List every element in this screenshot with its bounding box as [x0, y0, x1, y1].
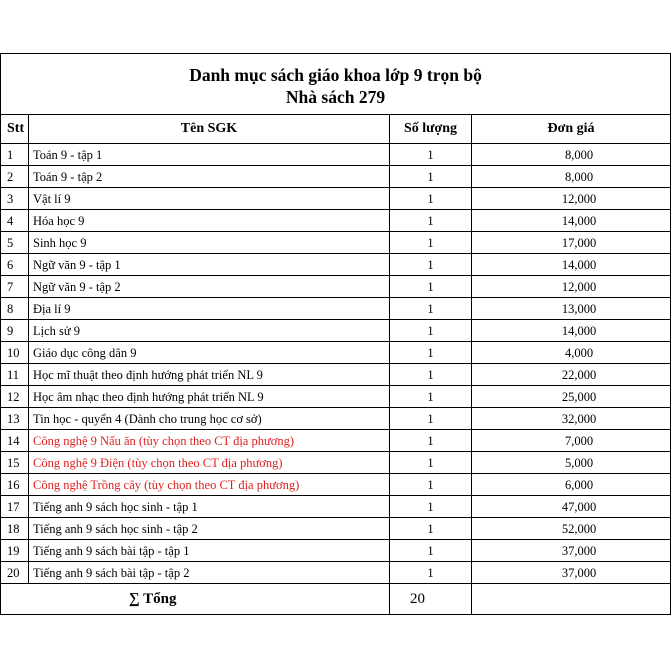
row-price: 32,000 [472, 408, 671, 430]
row-book-name: Ngữ văn 9 - tập 1 [29, 254, 390, 276]
row-stt: 17 [1, 496, 29, 518]
table-row [1, 276, 671, 298]
book-list-sheet [0, 53, 670, 615]
table-row [1, 166, 671, 188]
row-qty: 1 [390, 342, 472, 364]
row-book-name: Địa lí 9 [29, 298, 390, 320]
table-row [1, 364, 671, 386]
row-price: 7,000 [472, 430, 671, 452]
total-row [1, 584, 671, 615]
table-row [1, 320, 671, 342]
row-stt: 1 [1, 144, 29, 166]
row-stt: 5 [1, 232, 29, 254]
row-price: 22,000 [472, 364, 671, 386]
row-book-name: Công nghệ 9 Điện (tùy chọn theo CT địa phương) [29, 452, 390, 474]
row-stt: 12 [1, 386, 29, 408]
row-price: 25,000 [472, 386, 671, 408]
row-qty: 1 [390, 518, 472, 540]
row-book-name: Công nghệ Trồng cây (tùy chọn theo CT địa phương) [29, 474, 390, 496]
row-price: 37,000 [472, 562, 671, 584]
row-price: 12,000 [472, 276, 671, 298]
header-price: Đơn giá [472, 115, 671, 144]
row-price: 14,000 [472, 254, 671, 276]
row-qty: 1 [390, 254, 472, 276]
row-book-name: Tiếng anh 9 sách bài tập - tập 1 [29, 540, 390, 562]
table-row [1, 144, 671, 166]
row-book-name: Tiếng anh 9 sách học sinh - tập 2 [29, 518, 390, 540]
row-book-name: Vật lí 9 [29, 188, 390, 210]
row-stt: 13 [1, 408, 29, 430]
row-book-name: Toán 9 - tập 2 [29, 166, 390, 188]
row-stt: 16 [1, 474, 29, 496]
row-book-name: Tiếng anh 9 sách học sinh - tập 1 [29, 496, 390, 518]
table-row [1, 408, 671, 430]
row-price: 14,000 [472, 210, 671, 232]
row-qty: 1 [390, 188, 472, 210]
row-book-name: Sinh học 9 [29, 232, 390, 254]
row-qty: 1 [390, 276, 472, 298]
table-row [1, 232, 671, 254]
row-price: 12,000 [472, 188, 671, 210]
row-qty: 1 [390, 474, 472, 496]
row-stt: 15 [1, 452, 29, 474]
row-price: 17,000 [472, 232, 671, 254]
row-stt: 7 [1, 276, 29, 298]
row-qty: 1 [390, 232, 472, 254]
table-row [1, 342, 671, 364]
row-stt: 6 [1, 254, 29, 276]
total-label: ∑ Tổng [1, 584, 390, 615]
table-row [1, 540, 671, 562]
row-book-name: Lịch sử 9 [29, 320, 390, 342]
row-qty: 1 [390, 298, 472, 320]
row-qty: 1 [390, 408, 472, 430]
row-price: 52,000 [472, 518, 671, 540]
row-stt: 11 [1, 364, 29, 386]
table-row [1, 188, 671, 210]
row-stt: 2 [1, 166, 29, 188]
row-book-name: Hóa học 9 [29, 210, 390, 232]
table-title [1, 54, 671, 115]
row-qty: 1 [390, 430, 472, 452]
row-qty: 1 [390, 210, 472, 232]
row-qty: 1 [390, 320, 472, 342]
row-price: 14,000 [472, 320, 671, 342]
row-stt: 3 [1, 188, 29, 210]
row-book-name: Giáo dục công dân 9 [29, 342, 390, 364]
table-row [1, 430, 671, 452]
title-line-2: Nhà sách 279 [285, 87, 386, 107]
row-qty: 1 [390, 496, 472, 518]
row-book-name: Học âm nhạc theo định hướng phát triển NL 9 [29, 386, 390, 408]
table-row [1, 386, 671, 408]
row-qty: 1 [390, 452, 472, 474]
row-price: 47,000 [472, 496, 671, 518]
table-row [1, 452, 671, 474]
header-name: Tên SGK [29, 115, 390, 144]
row-qty: 1 [390, 386, 472, 408]
row-price: 37,000 [472, 540, 671, 562]
row-stt: 20 [1, 562, 29, 584]
row-stt: 9 [1, 320, 29, 342]
row-price: 6,000 [472, 474, 671, 496]
row-qty: 1 [390, 166, 472, 188]
row-book-name: Tin học - quyển 4 (Dành cho trung học cơ sở) [29, 408, 390, 430]
header-row [1, 115, 671, 144]
table-row [1, 562, 671, 584]
header-qty: Số lượng [390, 115, 472, 144]
table-row [1, 496, 671, 518]
row-stt: 4 [1, 210, 29, 232]
total-price [472, 584, 671, 615]
title-line-1: Danh mục sách giáo khoa lớp 9 trọn bộ [189, 65, 482, 85]
row-stt: 19 [1, 540, 29, 562]
row-book-name: Toán 9 - tập 1 [29, 144, 390, 166]
row-qty: 1 [390, 364, 472, 386]
row-stt: 14 [1, 430, 29, 452]
row-book-name: Công nghệ 9 Nấu ăn (tùy chọn theo CT địa phương) [29, 430, 390, 452]
row-qty: 1 [390, 540, 472, 562]
table-row [1, 298, 671, 320]
row-book-name: Tiếng anh 9 sách bài tập - tập 2 [29, 562, 390, 584]
row-stt: 18 [1, 518, 29, 540]
row-stt: 10 [1, 342, 29, 364]
row-price: 4,000 [472, 342, 671, 364]
row-price: 8,000 [472, 144, 671, 166]
book-table [0, 53, 671, 615]
row-stt: 8 [1, 298, 29, 320]
table-row [1, 474, 671, 496]
table-row [1, 210, 671, 232]
row-price: 8,000 [472, 166, 671, 188]
row-book-name: Học mĩ thuật theo định hướng phát triển NL 9 [29, 364, 390, 386]
row-qty: 1 [390, 144, 472, 166]
total-qty: 20 [390, 584, 472, 615]
header-stt: Stt [1, 115, 29, 144]
table-row [1, 518, 671, 540]
row-price: 13,000 [472, 298, 671, 320]
row-qty: 1 [390, 562, 472, 584]
row-book-name: Ngữ văn 9 - tập 2 [29, 276, 390, 298]
table-row [1, 254, 671, 276]
row-price: 5,000 [472, 452, 671, 474]
